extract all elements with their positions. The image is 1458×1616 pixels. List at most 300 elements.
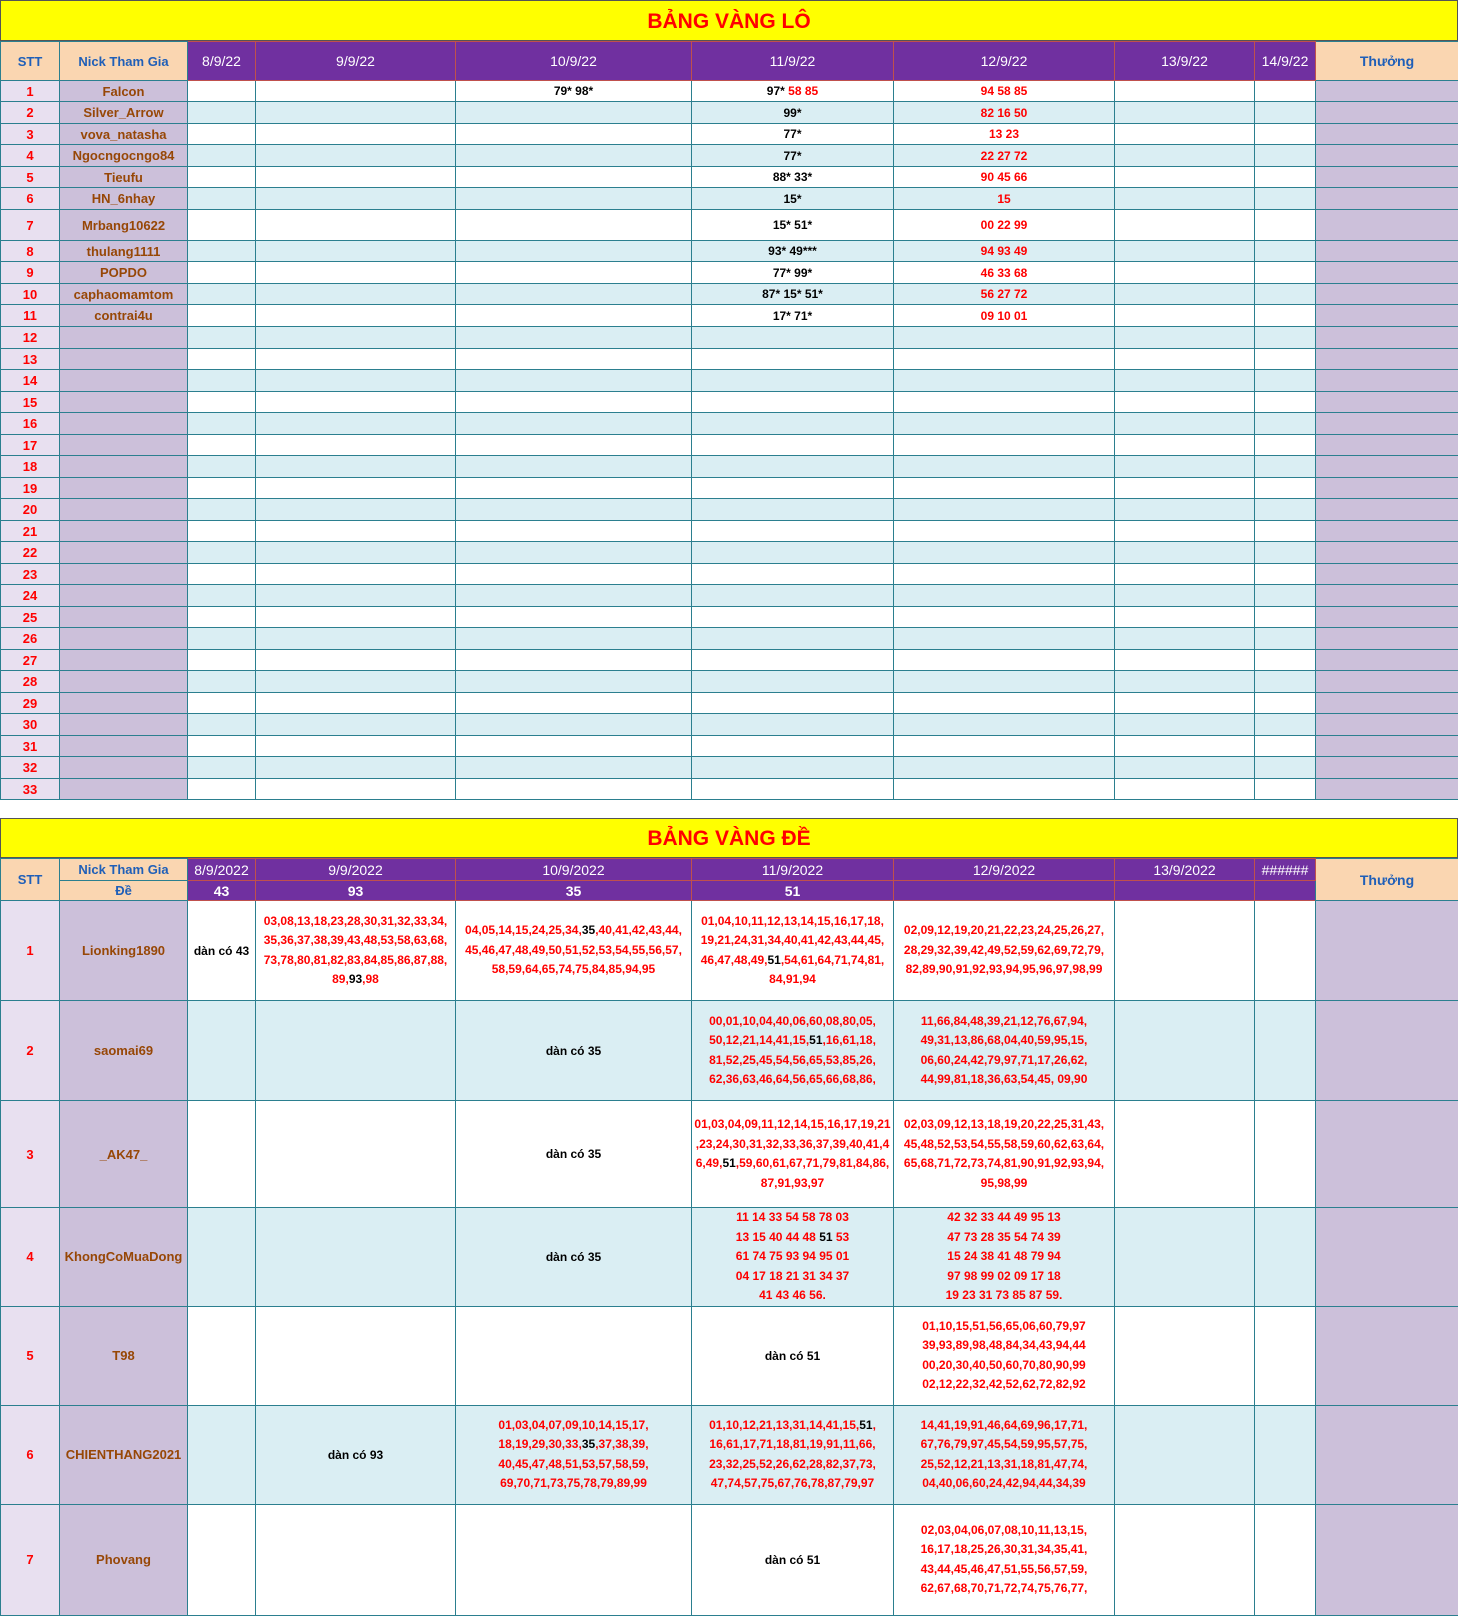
- lo-cell: [1255, 413, 1316, 435]
- lo-cell: [894, 521, 1115, 542]
- de-result: [894, 881, 1115, 901]
- lo-thuong-cell: [1316, 628, 1458, 650]
- lo-cell: [256, 499, 456, 521]
- lo-cell: [1255, 188, 1316, 210]
- lo-cell: [256, 370, 456, 392]
- lo-stt: 3: [1, 124, 60, 145]
- lo-row: [1, 327, 1458, 349]
- winning-number: 93* 49***: [768, 244, 817, 258]
- lo-cell: [256, 81, 456, 102]
- lo-nick: [60, 628, 188, 650]
- de-cell: [1255, 1504, 1316, 1615]
- lo-cell: [256, 413, 456, 435]
- lo-nick: contrai4u: [60, 305, 188, 327]
- de-result: 51: [692, 881, 894, 901]
- lo-cell: [456, 413, 692, 435]
- lo-cell: [894, 435, 1115, 456]
- de-cell: [1255, 1101, 1316, 1208]
- lo-thuong-cell: [1316, 210, 1458, 241]
- lo-cell: [894, 499, 1115, 521]
- de-stt: 4: [1, 1208, 60, 1307]
- de-cell: [256, 1208, 456, 1307]
- lo-cell: 09 10 01: [894, 305, 1115, 327]
- lo-row: [1, 262, 1458, 284]
- lo-cell: [188, 124, 256, 145]
- lo-cell: [256, 102, 456, 124]
- lo-thuong-cell: [1316, 392, 1458, 413]
- lo-cell: [188, 413, 256, 435]
- lo-row: [1, 478, 1458, 499]
- lo-stt: 7: [1, 210, 60, 241]
- winning-number: 77* 99*: [773, 266, 812, 280]
- de-nick: Phovang: [60, 1504, 188, 1615]
- lo-cell: [456, 435, 692, 456]
- lo-cell: [692, 671, 894, 693]
- de-cell: [256, 1306, 456, 1405]
- lo-thuong-cell: [1316, 81, 1458, 102]
- lo-thuong-cell: [1316, 262, 1458, 284]
- lo-cell: [256, 327, 456, 349]
- lo-cell: [256, 392, 456, 413]
- de-stt: 5: [1, 1306, 60, 1405]
- lo-cell: [256, 145, 456, 167]
- lo-cell: [894, 327, 1115, 349]
- lo-row: [1, 210, 1458, 241]
- lo-thuong-cell: [1316, 585, 1458, 607]
- lo-nick: [60, 607, 188, 628]
- lo-row: [1, 542, 1458, 564]
- de-cell: [692, 1001, 894, 1101]
- lo-cell: [1255, 167, 1316, 188]
- lo-row: [1, 81, 1458, 102]
- de-thuong-cell: [1316, 1208, 1458, 1307]
- de-cell: [692, 1101, 894, 1208]
- lo-cell: [256, 650, 456, 671]
- lo-nick: [60, 521, 188, 542]
- lo-cell: [692, 542, 894, 564]
- lo-thuong-cell: [1316, 757, 1458, 779]
- lo-cell: 82 16 50: [894, 102, 1115, 124]
- lo-stt: 21: [1, 521, 60, 542]
- de-cell: [1115, 1208, 1255, 1307]
- lo-row: [1, 124, 1458, 145]
- lo-cell: [188, 456, 256, 478]
- lo-cell: [256, 241, 456, 262]
- de-cell: [456, 901, 692, 1001]
- de-header-date: 11/9/2022: [692, 859, 894, 881]
- lo-cell: [1115, 693, 1255, 714]
- lo-row: [1, 564, 1458, 585]
- de-cell: 02,03,09,12,13,18,19,20,22,25,31,43, 45,48,52,53,54,55,58,59,60,62,63,64, 65,68,71,72,73,74,81,90,91,92,93,94, 95,98,99: [894, 1101, 1115, 1208]
- lo-cell: [1115, 714, 1255, 736]
- winning-number: 97*: [767, 84, 785, 98]
- lo-stt: 26: [1, 628, 60, 650]
- lo-cell: [1115, 435, 1255, 456]
- de-cell: 01,10,15,51,56,65,06,60,79,97 39,93,89,98,48,84,34,43,94,44 00,20,30,40,50,60,70,80,90,99 02,12,22,32,42,52,62,72,82,92: [894, 1306, 1115, 1405]
- lo-stt: 13: [1, 349, 60, 370]
- lo-thuong-cell: [1316, 305, 1458, 327]
- lo-row: [1, 671, 1458, 693]
- de-stt: 6: [1, 1405, 60, 1504]
- winning-number: 51: [809, 1033, 822, 1047]
- de-cell: [1115, 1001, 1255, 1101]
- lo-cell: [256, 736, 456, 757]
- lo-cell: [1255, 305, 1316, 327]
- lo-nick: [60, 757, 188, 779]
- lo-cell: [456, 521, 692, 542]
- lo-cell: [692, 262, 894, 284]
- number-text: ,16,61,18, 81,52,25,45,54,56,65,53,85,26, 62,36,63,46,64,56,65,66,68,86,: [709, 1033, 876, 1086]
- lo-row: [1, 628, 1458, 650]
- lo-stt: 4: [1, 145, 60, 167]
- de-cell: dàn có 51: [692, 1504, 894, 1615]
- lo-cell: [894, 349, 1115, 370]
- lo-thuong-cell: [1316, 671, 1458, 693]
- number-text: 53 61 74 75 93 94 95 01 04 17 18 21 31 34 37 41 43 46 56.: [736, 1230, 849, 1303]
- lo-row: [1, 435, 1458, 456]
- lo-cell: [692, 714, 894, 736]
- lo-row: [1, 241, 1458, 262]
- lo-cell: [188, 628, 256, 650]
- lo-cell: [1255, 370, 1316, 392]
- de-cell: [1255, 1405, 1316, 1504]
- de-cell: dàn có 51: [692, 1306, 894, 1405]
- lo-table: [0, 41, 1458, 800]
- lo-cell: [456, 714, 692, 736]
- lo-cell: [188, 714, 256, 736]
- lo-title-banner: BẢNG VÀNG LÔ: [0, 0, 1458, 41]
- lo-cell: [1115, 607, 1255, 628]
- lo-cell: [188, 370, 256, 392]
- de-row: [1, 1208, 1458, 1307]
- lo-header-date: 13/9/22: [1115, 42, 1255, 81]
- de-thuong-cell: [1316, 1001, 1458, 1101]
- lo-nick: Ngocngocngo84: [60, 145, 188, 167]
- de-cell: [256, 1504, 456, 1615]
- lo-cell: [1115, 81, 1255, 102]
- lo-cell: 56 27 72: [894, 284, 1115, 305]
- winning-number: 15*: [783, 192, 801, 206]
- lo-cell: [188, 693, 256, 714]
- lo-cell: [188, 305, 256, 327]
- lo-cell: [456, 499, 692, 521]
- number-text: 01,10,12,21,13,31,14,41,15,: [709, 1418, 859, 1432]
- number-text: ,98: [362, 972, 379, 986]
- lo-thuong-cell: [1316, 370, 1458, 392]
- lo-nick: [60, 413, 188, 435]
- lo-cell: [256, 349, 456, 370]
- de-cell: [188, 1504, 256, 1615]
- lo-cell: [692, 145, 894, 167]
- de-cell: [456, 1306, 692, 1405]
- lo-cell: [456, 81, 692, 102]
- lo-cell: [256, 693, 456, 714]
- lo-cell: [256, 779, 456, 800]
- de-header-row: [1, 859, 1458, 881]
- lo-cell: [256, 478, 456, 499]
- lo-row: [1, 521, 1458, 542]
- lo-stt: 12: [1, 327, 60, 349]
- lo-cell: [1255, 693, 1316, 714]
- lo-cell: [188, 81, 256, 102]
- de-cell: [692, 901, 894, 1001]
- lo-stt: 1: [1, 81, 60, 102]
- lo-cell: [692, 124, 894, 145]
- lo-header-nick: Nick Tham Gia: [60, 42, 188, 81]
- lo-cell: [1255, 607, 1316, 628]
- winning-number: 88* 33*: [773, 170, 812, 184]
- lo-cell: [894, 671, 1115, 693]
- lo-cell: [1115, 370, 1255, 392]
- lo-cell: [456, 284, 692, 305]
- lo-cell: [692, 779, 894, 800]
- lo-cell: [692, 478, 894, 499]
- lo-cell: [1115, 499, 1255, 521]
- lo-cell: [456, 779, 692, 800]
- number-text: 58 85: [785, 84, 818, 98]
- lo-cell: [188, 262, 256, 284]
- lo-cell: [188, 145, 256, 167]
- lo-cell: [456, 167, 692, 188]
- lo-cell: [456, 456, 692, 478]
- lo-thuong-cell: [1316, 349, 1458, 370]
- lo-cell: [456, 542, 692, 564]
- winning-number: 51: [859, 1418, 872, 1432]
- lo-thuong-cell: [1316, 435, 1458, 456]
- lo-cell: [1115, 210, 1255, 241]
- lo-cell: [1255, 714, 1316, 736]
- de-stt: 7: [1, 1504, 60, 1615]
- lo-cell: [1255, 435, 1316, 456]
- lo-cell: [1255, 81, 1316, 102]
- lo-nick: Silver_Arrow: [60, 102, 188, 124]
- lo-cell: [1115, 736, 1255, 757]
- lo-header-thuong: Thưởng: [1316, 42, 1458, 81]
- lo-cell: [456, 671, 692, 693]
- lo-row: [1, 349, 1458, 370]
- lo-cell: [894, 693, 1115, 714]
- lo-stt: 8: [1, 241, 60, 262]
- lo-cell: [188, 779, 256, 800]
- lo-header-date: 9/9/22: [256, 42, 456, 81]
- lo-nick: [60, 585, 188, 607]
- de-header-stt: STT: [1, 859, 60, 901]
- lo-cell: [1115, 262, 1255, 284]
- lo-stt: 28: [1, 671, 60, 693]
- de-cell: [1255, 1001, 1316, 1101]
- number-text: 04,05,14,15,24,25,34,: [465, 923, 582, 937]
- lo-cell: [1115, 349, 1255, 370]
- lo-cell: [692, 757, 894, 779]
- lo-cell: [692, 628, 894, 650]
- lo-header-stt: STT: [1, 42, 60, 81]
- lo-cell: [188, 392, 256, 413]
- de-cell: [692, 1405, 894, 1504]
- de-nick: CHIENTHANG2021: [60, 1405, 188, 1504]
- de-thuong-cell: [1316, 901, 1458, 1001]
- lo-cell: [188, 757, 256, 779]
- lo-cell: [1115, 521, 1255, 542]
- de-header-date: 10/9/2022: [456, 859, 692, 881]
- de-cell: [1255, 901, 1316, 1001]
- de-header-date: 13/9/2022: [1115, 859, 1255, 881]
- lo-cell: [1255, 585, 1316, 607]
- de-stt: 3: [1, 1101, 60, 1208]
- lo-cell: [1255, 542, 1316, 564]
- lo-cell: [1255, 736, 1316, 757]
- lo-cell: [1115, 779, 1255, 800]
- de-header-date: 12/9/2022: [894, 859, 1115, 881]
- de-cell: [456, 1405, 692, 1504]
- de-cell: [256, 1001, 456, 1101]
- lo-cell: [1255, 499, 1316, 521]
- lo-cell: [456, 241, 692, 262]
- lo-cell: [256, 564, 456, 585]
- de-row: [1, 901, 1458, 1001]
- winning-number: 15* 51*: [773, 218, 812, 232]
- lo-nick: [60, 542, 188, 564]
- lo-stt: 5: [1, 167, 60, 188]
- lo-cell: [256, 714, 456, 736]
- de-cell: dàn có 35: [456, 1208, 692, 1307]
- lo-thuong-cell: [1316, 241, 1458, 262]
- de-result: 35: [456, 881, 692, 901]
- lo-row: [1, 456, 1458, 478]
- lo-thuong-cell: [1316, 564, 1458, 585]
- lo-header-date: 8/9/22: [188, 42, 256, 81]
- lo-nick: caphaomamtom: [60, 284, 188, 305]
- lo-stt: 2: [1, 102, 60, 124]
- lo-thuong-cell: [1316, 650, 1458, 671]
- lo-cell: [1115, 284, 1255, 305]
- lo-cell: [894, 564, 1115, 585]
- lo-cell: [692, 349, 894, 370]
- lo-cell: [894, 779, 1115, 800]
- lo-cell: 15: [894, 188, 1115, 210]
- lo-cell: [894, 736, 1115, 757]
- lo-cell: [692, 650, 894, 671]
- lo-cell: [692, 392, 894, 413]
- lo-row: [1, 499, 1458, 521]
- lo-stt: 29: [1, 693, 60, 714]
- de-stt: 2: [1, 1001, 60, 1101]
- lo-cell: [692, 305, 894, 327]
- lo-cell: [256, 456, 456, 478]
- lo-cell: [188, 167, 256, 188]
- lo-cell: [1255, 102, 1316, 124]
- lo-cell: [456, 628, 692, 650]
- lo-thuong-cell: [1316, 499, 1458, 521]
- de-row: [1, 1001, 1458, 1101]
- lo-cell: [1115, 145, 1255, 167]
- lo-thuong-cell: [1316, 284, 1458, 305]
- lo-stt: 20: [1, 499, 60, 521]
- lo-cell: [1115, 327, 1255, 349]
- winning-number: 17* 71*: [773, 309, 812, 323]
- lo-thuong-cell: [1316, 542, 1458, 564]
- lo-cell: [1255, 349, 1316, 370]
- lo-row: [1, 650, 1458, 671]
- lo-cell: [1115, 628, 1255, 650]
- lo-thuong-cell: [1316, 521, 1458, 542]
- lo-thuong-cell: [1316, 145, 1458, 167]
- lo-nick: [60, 478, 188, 499]
- lo-cell: [256, 305, 456, 327]
- de-stt: 1: [1, 901, 60, 1001]
- number-text: ,40,41,42,43,44, 45,46,47,48,49,50,51,52,53,54,55,56,57, 58,59,64,65,74,75,84,85,94,95: [465, 923, 682, 976]
- lo-row: [1, 167, 1458, 188]
- lo-row: [1, 145, 1458, 167]
- lo-stt: 18: [1, 456, 60, 478]
- de-cell: 14,41,19,91,46,64,69,96,17,71, 67,76,79,97,45,54,59,95,57,75, 25,52,12,21,13,31,18,81,47,74, 04,40,06,60,24,42,94,44,34,39: [894, 1405, 1115, 1504]
- lo-cell: [692, 564, 894, 585]
- lo-cell: [456, 124, 692, 145]
- lo-cell: [1255, 262, 1316, 284]
- lo-cell: [456, 564, 692, 585]
- winning-number: 51: [722, 1156, 735, 1170]
- lo-cell: [256, 628, 456, 650]
- lo-cell: [692, 499, 894, 521]
- lo-nick: [60, 693, 188, 714]
- lo-cell: [456, 188, 692, 210]
- lo-nick: [60, 714, 188, 736]
- de-result-row: [1, 881, 1458, 901]
- lo-cell: [894, 413, 1115, 435]
- lo-cell: [256, 124, 456, 145]
- de-cell: dàn có 93: [256, 1405, 456, 1504]
- lo-row: [1, 757, 1458, 779]
- de-nick: _AK47_: [60, 1101, 188, 1208]
- lo-cell: [692, 585, 894, 607]
- winning-number: 35: [582, 923, 595, 937]
- lo-thuong-cell: [1316, 188, 1458, 210]
- lo-cell: [894, 542, 1115, 564]
- lo-cell: [256, 210, 456, 241]
- lo-nick: [60, 392, 188, 413]
- lo-cell: [188, 478, 256, 499]
- winning-number: 93: [349, 972, 362, 986]
- lo-row: [1, 736, 1458, 757]
- lo-nick: HN_6nhay: [60, 188, 188, 210]
- lo-cell: [692, 456, 894, 478]
- lo-cell: [1255, 671, 1316, 693]
- lo-cell: [692, 413, 894, 435]
- lo-stt: 6: [1, 188, 60, 210]
- de-cell: [1255, 1306, 1316, 1405]
- lo-nick: POPDO: [60, 262, 188, 284]
- de-thuong-cell: [1316, 1504, 1458, 1615]
- lo-stt: 25: [1, 607, 60, 628]
- number-text: 01,04,10,11,12,13,14,15,16,17,18, 19,21,24,31,34,40,41,42,43,44,45, 46,47,48,49,: [701, 914, 885, 967]
- lo-cell: [256, 671, 456, 693]
- lo-cell: [1255, 241, 1316, 262]
- lo-thuong-cell: [1316, 693, 1458, 714]
- lo-cell: [1255, 564, 1316, 585]
- lo-cell: [1115, 102, 1255, 124]
- lo-nick: [60, 456, 188, 478]
- de-cell: [1115, 1405, 1255, 1504]
- lo-cell: [188, 607, 256, 628]
- lo-nick: [60, 779, 188, 800]
- lo-cell: [188, 188, 256, 210]
- de-cell: [256, 901, 456, 1001]
- lo-row: [1, 585, 1458, 607]
- lo-cell: [1255, 757, 1316, 779]
- lo-cell: [456, 607, 692, 628]
- de-cell: [456, 1504, 692, 1615]
- number-text: 01,03,04,09,11,12,14,15,16,17,19,21 ,23,24,30,31,32,33,36,37,39,40,41,4 6,49,: [694, 1117, 890, 1170]
- lo-cell: [456, 210, 692, 241]
